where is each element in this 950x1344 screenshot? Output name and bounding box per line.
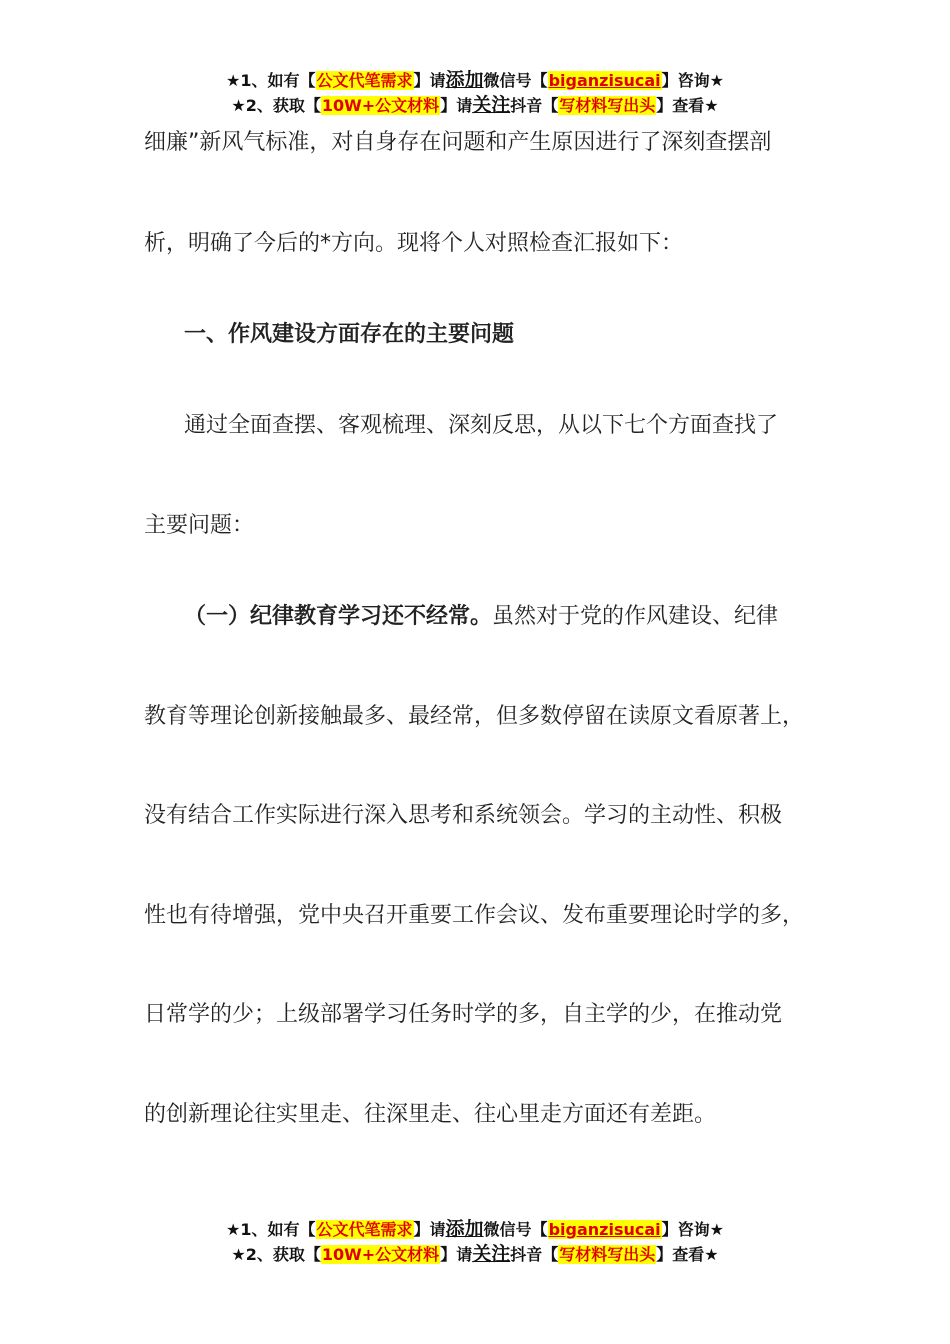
banner-line-1-mid1: 】请 bbox=[413, 71, 446, 90]
banner-line-1-suffix: 】咨询★ bbox=[661, 71, 724, 90]
subsection-heading: （一）纪律教育学习还不经常。 bbox=[184, 604, 493, 629]
paragraph-line-4: 主要问题： bbox=[144, 513, 255, 538]
banner-douyin-account: 写材料写出头 bbox=[559, 96, 656, 115]
top-banner bbox=[0, 68, 950, 118]
banner-line-1-mid2: 微信号【 bbox=[483, 71, 548, 90]
section-heading: 一、作风建设方面存在的主要问题 bbox=[184, 322, 515, 347]
banner-line-1-emph: 添加 bbox=[445, 69, 484, 91]
banner-line-2-mid2: 抖音【 bbox=[510, 1245, 559, 1264]
banner-line-2-emph: 关注 bbox=[472, 94, 511, 116]
banner-line-2-emph: 关注 bbox=[472, 1243, 511, 1265]
paragraph-line-9: 的创新理论往实里走、往深里走、往心里走方面还有差距。 bbox=[144, 1102, 717, 1127]
banner-highlight-ghostwriting: 公文代笔需求 bbox=[316, 71, 413, 90]
banner-highlight-ghostwriting: 公文代笔需求 bbox=[316, 1220, 413, 1239]
banner-line-2-suffix: 】查看★ bbox=[656, 96, 719, 115]
banner-douyin-account: 写材料写出头 bbox=[559, 1245, 656, 1264]
banner-line-1-mid2: 微信号【 bbox=[483, 1220, 548, 1239]
banner-line-1-suffix: 】咨询★ bbox=[661, 1220, 724, 1239]
banner-line-2-prefix: ★2、获取【 bbox=[231, 1245, 321, 1264]
subsection-text: 虽然对于党的作风建设、纪律 bbox=[492, 604, 779, 629]
paragraph-line-2: 析，明确了今后的*方向。现将个人对照检查汇报如下： bbox=[144, 231, 684, 256]
banner-line-1-mid1: 】请 bbox=[413, 1220, 446, 1239]
banner-line-2-prefix: ★2、获取【 bbox=[231, 96, 321, 115]
subsection-line bbox=[184, 602, 874, 632]
banner-line-1 bbox=[0, 1217, 950, 1242]
bottom-banner bbox=[0, 1217, 950, 1267]
banner-wechat-id: biganzisucai bbox=[548, 71, 661, 90]
paragraph-line-3: 通过全面查摆、客观梳理、深刻反思，从以下七个方面查找了 bbox=[184, 413, 779, 438]
banner-line-2 bbox=[0, 93, 950, 118]
banner-line-2-suffix: 】查看★ bbox=[656, 1245, 719, 1264]
banner-line-1-prefix: ★1、如有【 bbox=[226, 71, 316, 90]
paragraph-line-8: 日常学的少；上级部署学习任务时学的多，自主学的少，在推动党 bbox=[144, 1002, 783, 1027]
paragraph-line-6: 没有结合工作实际进行深入思考和系统领会。学习的主动性、积极 bbox=[144, 803, 783, 828]
banner-highlight-materials: 10W+公文材料 bbox=[321, 96, 440, 115]
paragraph-line-1: 细廉”新风气标准，对自身存在问题和产生原因进行了深刻查摆剖 bbox=[144, 130, 772, 155]
paragraph-line-5: 教育等理论创新接触最多、最经常，但多数停留在读原文看原著上， bbox=[144, 704, 805, 729]
banner-highlight-materials: 10W+公文材料 bbox=[321, 1245, 440, 1264]
paragraph-line-7: 性也有待增强，党中央召开重要工作会议、发布重要理论时学的多， bbox=[144, 903, 805, 928]
banner-line-2 bbox=[0, 1242, 950, 1267]
banner-line-2-mid1: 】请 bbox=[440, 96, 473, 115]
banner-line-1 bbox=[0, 68, 950, 93]
banner-line-2-mid1: 】请 bbox=[440, 1245, 473, 1264]
banner-line-1-emph: 添加 bbox=[445, 1218, 484, 1240]
banner-line-2-mid2: 抖音【 bbox=[510, 96, 559, 115]
banner-wechat-id: biganzisucai bbox=[548, 1220, 661, 1239]
banner-line-1-prefix: ★1、如有【 bbox=[226, 1220, 316, 1239]
